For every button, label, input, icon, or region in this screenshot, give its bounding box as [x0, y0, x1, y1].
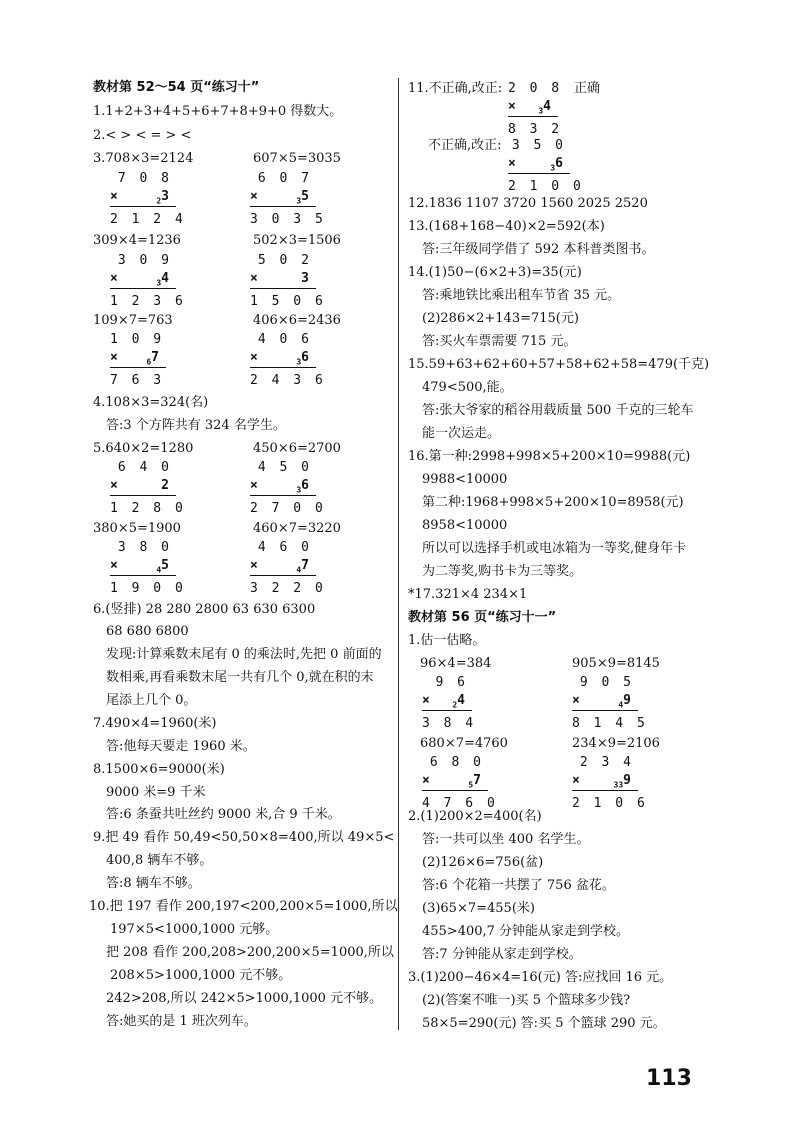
- answer-line: 607×5=3035: [253, 151, 341, 166]
- section-heading-exercise-10: 教材第 52～54 页“练习十”: [93, 80, 260, 95]
- multiplier-row: [250, 557, 312, 580]
- multiplicand: 5 0 2: [257, 253, 312, 268]
- multiplicand: 7 0 8: [117, 171, 172, 186]
- underline-rule: [572, 710, 638, 711]
- product: 3 2 2 0: [250, 580, 326, 596]
- answer-line: 5.640×2=1280: [93, 441, 194, 456]
- answer-line: 16.第一种:2998+998×5+200×10=9988(元): [408, 449, 691, 464]
- vertical-multiplication: [422, 674, 477, 733]
- multiplier-row: [110, 188, 172, 211]
- answer-line: 1.1+2+3+4+5+6+7+8+9+0 得数大。: [93, 104, 343, 119]
- answer-line: 406×6=2436: [253, 313, 341, 328]
- multiplicand: 3 8 0: [117, 540, 172, 555]
- carry-digit: 3: [550, 163, 556, 173]
- carry-digit: 3: [296, 196, 302, 206]
- carry-digit: 2: [156, 196, 162, 206]
- times-sign: ×: [110, 350, 121, 365]
- underline-rule: [250, 206, 316, 207]
- answer-line: 12.1836 1107 3720 1560 2025 2520: [408, 196, 648, 211]
- multiplier-row: [572, 772, 634, 795]
- answer-line: 9000 米=9 千米: [106, 785, 206, 800]
- answer-line: 8.1500×6=9000(米): [93, 762, 225, 777]
- answer-line: 发现:计算乘数末尾有 0 的乘法时,先把 0 前面的: [106, 647, 382, 662]
- answer-line: 450×6=2700: [253, 441, 341, 456]
- times-sign: ×: [508, 99, 519, 114]
- multiplier-digit: 6: [301, 350, 312, 365]
- multiplier-digit: 9: [623, 773, 634, 788]
- times-sign: ×: [250, 350, 261, 365]
- answer-line: 3.708×3=2124: [93, 151, 194, 166]
- times-sign: ×: [250, 189, 261, 204]
- multiplier-row: [110, 270, 172, 293]
- answer-line: 3.(1)200−46×4=16(元) 答:应找回 16 元。: [408, 970, 673, 985]
- answer-line: 所以可以选择手机或电冰箱为一等奖,健身年卡: [422, 541, 687, 556]
- product: 1 2 8 0: [110, 500, 186, 516]
- answer-line: 答:乘地铁比乘出租车节省 35 元。: [422, 288, 621, 303]
- product: 2 7 0 0: [250, 500, 326, 516]
- answer-line: 不正确,改正:: [428, 138, 502, 153]
- underline-rule: [422, 710, 472, 711]
- carry-digit: 5: [468, 780, 474, 790]
- carry-digit: 3: [156, 278, 162, 288]
- answer-line: 197×5<1000,1000 元够。: [110, 922, 279, 937]
- answer-line: 309×4=1236: [93, 233, 181, 248]
- answer-line: 14.(1)50−(6×2+3)=35(元): [408, 265, 582, 280]
- answer-line: 96×4=384: [420, 656, 492, 671]
- multiplier-row: [250, 349, 312, 372]
- multiplier-digit: 7: [301, 558, 312, 573]
- vertical-multiplication: [250, 539, 326, 598]
- multiplier-row: [422, 772, 484, 795]
- answer-line: (2)286×2+143=715(元): [422, 311, 579, 326]
- carry-digit: 33: [613, 780, 624, 790]
- answer-line: 1.估一估略。: [408, 633, 486, 648]
- answer-line: 58×5=290(元) 答:买 5 个篮球 290 元。: [422, 1016, 666, 1031]
- answer-line: 答:三年级同学借了 592 本科普类图书。: [422, 242, 655, 257]
- multiplier-row: [250, 270, 312, 293]
- answer-line: (2)126×6=756(盆): [422, 855, 544, 870]
- answer-line: 11.不正确,改正:: [408, 81, 503, 96]
- underline-rule: [110, 575, 176, 576]
- times-sign: ×: [508, 156, 519, 171]
- times-sign: ×: [572, 773, 583, 788]
- answer-line: 68 680 6800: [106, 624, 189, 639]
- multiplier-row: [572, 692, 634, 715]
- times-sign: ×: [422, 773, 433, 788]
- multiplier-digit: 9: [623, 693, 634, 708]
- product: 2 1 2 4: [110, 211, 186, 227]
- vertical-multiplication: [110, 459, 186, 518]
- answer-line: 905×9=8145: [572, 656, 660, 671]
- answer-line: *17.321×4 234×1: [408, 587, 528, 602]
- underline-rule: [110, 367, 166, 368]
- answer-line: 答:3 个方阵共有 324 名学生。: [106, 418, 286, 433]
- answer-line: 502×3=1506: [253, 233, 341, 248]
- multiplier-digit: 7: [151, 350, 162, 365]
- multiplicand: 2 0 8: [508, 81, 563, 96]
- multiplier-row: [422, 692, 468, 715]
- answer-line: 答:她买的是 1 班次列车。: [106, 1014, 257, 1029]
- vertical-multiplication: [110, 170, 186, 229]
- multiplier-digit: 4: [457, 693, 468, 708]
- answer-line: (2)(答案不唯一)买 5 个篮球多少钱?: [422, 993, 631, 1008]
- answer-line: 109×7=763: [93, 313, 173, 328]
- multiplicand: 4 6 0: [257, 540, 312, 555]
- answer-line: 6.(竖排) 28 280 2800 63 630 6300: [93, 602, 316, 617]
- multiplicand: 1 0 9: [110, 332, 165, 347]
- multiplier-row: [508, 155, 566, 178]
- multiplier-digit: 3: [301, 271, 312, 286]
- multiplier-row: [508, 98, 554, 121]
- multiplier-digit: 2: [161, 478, 172, 493]
- vertical-multiplication: [508, 137, 584, 196]
- product: 8 1 4 5: [572, 715, 648, 731]
- vertical-multiplication: [250, 252, 326, 311]
- carry-digit: 3: [538, 106, 544, 116]
- answer-line: 答:8 辆车不够。: [106, 876, 201, 891]
- multiplicand: 3 5 0: [511, 138, 566, 153]
- times-sign: ×: [110, 558, 121, 573]
- carry-digit: 6: [146, 357, 152, 367]
- answer-line: (3)65×7=455(米): [422, 901, 535, 916]
- vertical-multiplication: [110, 252, 186, 311]
- times-sign: ×: [110, 478, 121, 493]
- carry-digit: 4: [296, 565, 302, 575]
- multiplier-digit: 7: [473, 773, 484, 788]
- answer-line: 第二种:1968+998×5+200×10=8958(元): [422, 495, 684, 510]
- multiplicand: 9 6: [435, 675, 468, 690]
- answer-line: 数相乘,再看乘数末尾一共有几个 0,就在积的末: [106, 670, 374, 685]
- multiplier-digit: 5: [301, 189, 312, 204]
- carry-digit: 3: [296, 357, 302, 367]
- multiplier-row: [110, 557, 172, 580]
- answer-line: 正确: [574, 81, 601, 96]
- answer-line: 答:6 条蚕共吐丝约 9000 米,合 9 千米。: [106, 807, 341, 822]
- times-sign: ×: [110, 189, 121, 204]
- underline-rule: [110, 495, 176, 496]
- vertical-multiplication: [250, 459, 326, 518]
- product: 1 9 0 0: [110, 580, 186, 596]
- answer-line: 9988<10000: [422, 472, 508, 487]
- page-number: 113: [646, 1066, 692, 1091]
- underline-rule: [250, 367, 316, 368]
- multiplier-digit: 6: [301, 478, 312, 493]
- product: 2 1 0 0: [508, 178, 584, 194]
- multiplier-row: [250, 188, 312, 211]
- vertical-multiplication: [572, 674, 648, 733]
- answer-line: 234×9=2106: [572, 736, 660, 751]
- product: 2 4 3 6: [250, 372, 326, 388]
- answer-line: 13.(168+168−40)×2=592(本): [408, 219, 605, 234]
- answer-line: 10.把 197 看作 200,197<200,200×5=1000,所以: [89, 899, 398, 914]
- underline-rule: [250, 288, 316, 289]
- answer-line: 答:他每天要走 1960 米。: [106, 739, 256, 754]
- times-sign: ×: [572, 693, 583, 708]
- answer-line: 尾添上几个 0。: [106, 693, 197, 708]
- multiplier-digit: 3: [161, 189, 172, 204]
- underline-rule: [250, 575, 316, 576]
- vertical-multiplication: [422, 754, 498, 813]
- answer-line: 479<500,能。: [422, 380, 513, 395]
- underline-rule: [508, 173, 570, 174]
- product: 2 1 0 6: [572, 795, 648, 811]
- answer-line: 15.59+63+62+60+57+58+62+58=479(千克): [408, 357, 710, 372]
- multiplicand: 6 0 7: [257, 171, 312, 186]
- multiplicand: 4 5 0: [257, 460, 312, 475]
- carry-digit: 4: [618, 700, 624, 710]
- multiplicand: 9 0 5: [579, 675, 634, 690]
- answer-line: 242>208,所以 242×5>1000,1000 元不够。: [106, 991, 383, 1006]
- times-sign: ×: [250, 558, 261, 573]
- answer-line: 答:买火车票需要 715 元。: [422, 334, 577, 349]
- answer-line: 380×5=1900: [93, 521, 181, 536]
- answer-line: 9.把 49 看作 50,49<50,50×8=400,所以 49×5<: [93, 830, 395, 845]
- answer-line: 400,8 辆车不够。: [106, 853, 213, 868]
- answer-line: 2.< > < = > <: [93, 128, 192, 143]
- answer-line: 8958<10000: [422, 518, 508, 533]
- product: 8 3 2: [508, 121, 563, 137]
- times-sign: ×: [250, 478, 261, 493]
- multiplicand: 3 0 9: [117, 253, 172, 268]
- multiplicand: 2 3 4: [579, 755, 634, 770]
- product: 1 2 3 6: [110, 293, 186, 309]
- answer-line: 4.108×3=324(名): [93, 395, 209, 410]
- answer-line: 460×7=3220: [253, 521, 341, 536]
- multiplicand: 6 4 0: [117, 460, 172, 475]
- vertical-multiplication: [110, 539, 186, 598]
- carry-digit: 2: [452, 700, 458, 710]
- multiplier-row: [110, 477, 172, 500]
- underline-rule: [508, 116, 558, 117]
- vertical-multiplication: [250, 170, 326, 229]
- multiplier-digit: 5: [161, 558, 172, 573]
- section-heading-exercise-11: 教材第 56 页“练习十一”: [408, 610, 557, 625]
- product: 1 5 0 6: [250, 293, 326, 309]
- underline-rule: [110, 288, 176, 289]
- vertical-multiplication: [250, 331, 326, 390]
- answer-line: 答:7 分钟能从家走到学校。: [422, 947, 582, 962]
- times-sign: ×: [110, 271, 121, 286]
- times-sign: ×: [422, 693, 433, 708]
- answer-line: 答:一共可以坐 400 名学生。: [422, 832, 590, 847]
- carry-digit: 3: [296, 485, 302, 495]
- answer-line: 2.(1)200×2=400(名): [408, 809, 542, 824]
- vertical-multiplication: [508, 80, 563, 139]
- answer-line: 680×7=4760: [420, 736, 508, 751]
- answer-line: 7.490×4=1960(米): [93, 716, 217, 731]
- answer-line: 把 208 看作 200,208>200,200×5=1000,所以: [106, 945, 394, 960]
- product: 3 8 4: [422, 715, 477, 731]
- column-divider: [398, 78, 399, 1030]
- carry-digit: 4: [156, 565, 162, 575]
- answer-line: 答:6 个花箱一共摆了 756 盆花。: [422, 878, 615, 893]
- product: 3 0 3 5: [250, 211, 326, 227]
- multiplier-digit: 6: [555, 156, 566, 171]
- answer-line: 为二等奖,购书卡为三等奖。: [422, 564, 583, 579]
- multiplier-row: [250, 477, 312, 500]
- underline-rule: [422, 790, 488, 791]
- multiplicand: 6 8 0: [429, 755, 484, 770]
- multiplier-digit: 4: [161, 271, 172, 286]
- product: 7 6 3: [110, 372, 165, 388]
- underline-rule: [572, 790, 638, 791]
- answer-line: 455>400,7 分钟能从家走到学校。: [422, 924, 630, 939]
- multiplicand: 4 0 6: [257, 332, 312, 347]
- vertical-multiplication: [110, 331, 165, 390]
- answer-line: 208×5>1000,1000 元不够。: [110, 968, 292, 983]
- underline-rule: [110, 206, 176, 207]
- answer-line: 能一次运走。: [422, 426, 501, 441]
- product: 4 7 6 0: [422, 795, 498, 811]
- vertical-multiplication: [572, 754, 648, 813]
- answer-line: 答:张大爷家的稻谷用载质量 500 千克的三轮车: [422, 403, 694, 418]
- times-sign: ×: [250, 271, 261, 286]
- multiplier-digit: 4: [543, 99, 554, 114]
- multiplier-row: [110, 349, 162, 372]
- underline-rule: [250, 495, 316, 496]
